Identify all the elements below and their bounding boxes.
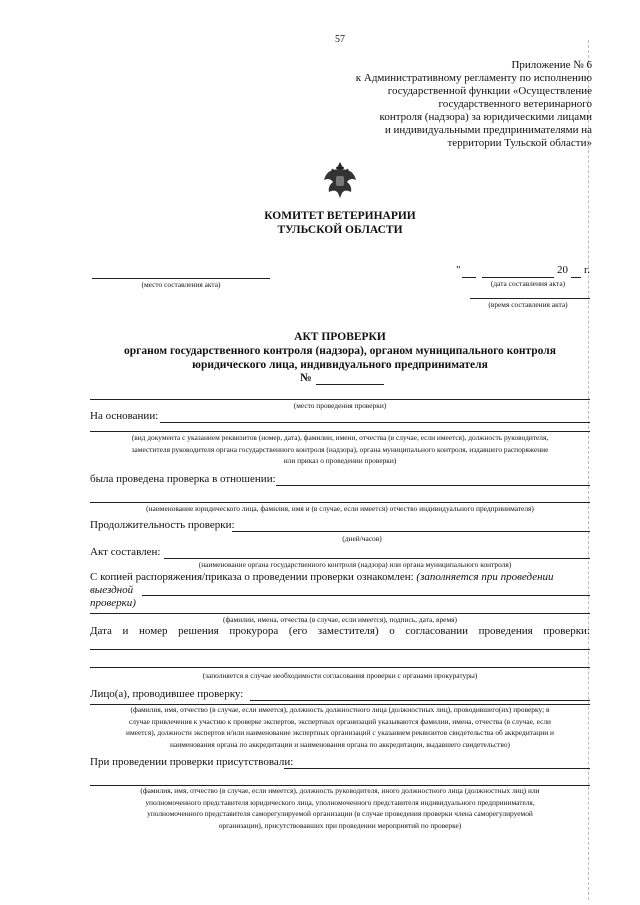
conducted-line [276, 485, 590, 486]
copy-line [142, 595, 590, 596]
prosecutor-line-2 [90, 667, 590, 668]
date-year: 20 [557, 264, 568, 276]
present-caption [90, 785, 590, 831]
prosecutor-label: Дата и номер решения прокурора (его заместителя) о согласовании проведения проверки: [90, 625, 590, 637]
act-number-label: № [300, 372, 312, 384]
prosecutor-caption: (заполняется в случае необходимости согласования проверки с органами прокуратуры) [202, 671, 478, 680]
appendix-line: контроля (надзора) за юридическими лицами [379, 111, 592, 123]
caption-line: или приказ о проведении проверки) [283, 456, 397, 465]
date-quote: " [456, 264, 461, 276]
committee-line: ТУЛЬСКОЙ ОБЛАСТИ [277, 224, 403, 236]
appendix-line: Приложение № 6 [511, 59, 592, 71]
copy-caption: (фамилии, имена, отчества (в случае, если имеется), подпись, дата, время) [223, 615, 457, 624]
page-number: 57 [335, 34, 345, 45]
appendix-line: территории Тульской области» [447, 137, 592, 149]
caption-line: случае привлечения к участию к проверке экспертов, экспертных организаций указываются фамилии, имена, отчества (в случае, если [128, 716, 552, 726]
coat-of-arms-emblem [322, 160, 358, 200]
committee-line: КОМИТЕТ ВЕТЕРИНАРИИ [264, 210, 416, 222]
appendix-line: государственной функции «Осуществление [387, 85, 592, 97]
copy-block [90, 571, 590, 610]
scan-edge [588, 40, 589, 900]
act-title [0, 330, 640, 372]
caption-line: организации), присутствовавших при проведении мероприятий по проверке) [218, 820, 462, 830]
copy-note: (заполняется при проведении выездной [90, 571, 554, 596]
basis-caption [90, 432, 590, 467]
copy-label: С копией распоряжения/приказа о проведении проверки ознакомлен: [90, 571, 414, 583]
act-composed-label: Акт составлен: [90, 546, 161, 558]
caption-line: уполномоченного представителя юридического лица, уполномоченного представителя индивидуального предпринимателя, [145, 797, 535, 807]
persons-line [250, 700, 590, 701]
basis-line [160, 422, 590, 423]
prosecutor-line [90, 649, 590, 650]
caption-line: наименования органа по аккредитации и наименования органа по аккредитации, выдавшего свидетельство) [170, 739, 510, 749]
place-caption: (место составления акта) [141, 280, 221, 289]
title-line: органом государственного контроля (надзора), органом муниципального контроля [124, 345, 556, 357]
copy-note-2: проверки) [90, 597, 136, 609]
date-suffix: г. [584, 264, 591, 276]
conducted-label: была проведена проверка в отношении: [90, 473, 276, 485]
caption-line: (вид документа с указанием реквизитов (номер, дата), фамилии, имени, отчества (в случае, если имеется), должность руководителя, [131, 433, 549, 442]
appendix-line: государственного ветеринарного [438, 98, 592, 110]
present-label: При проведении проверки присутствовали: [90, 756, 294, 768]
present-line [284, 768, 590, 769]
persons-caption [84, 704, 596, 750]
caption-line: имеется), должности экспертов и/или наименование экспертных организаций с указанием реквизитов свидетельства об аккредитации и [126, 728, 554, 737]
conducted-caption: (наименование юридического лица, фамилия, имя и (в случае, если имеется) отчество индивидуального предпринимателя) [146, 504, 534, 513]
act-number-line [316, 384, 384, 385]
persons-label: Лицо(а), проводившее проверку: [90, 688, 244, 700]
caption-line: заместителя руководителя органа государственного контроля (надзора), органа муниципального контроля, издавшего распоряжение [131, 444, 549, 454]
appendix-line: и индивидуальными предпринимателями на [384, 124, 592, 136]
duration-caption: (дней/часов) [342, 534, 382, 543]
caption-line: уполномоченного представителя саморегулируемой организации (в случае проведения проверки члена саморегулируемой [147, 809, 533, 818]
title-line: юридического лица, индивидуального предпринимателя [192, 359, 488, 371]
appendix-block [292, 59, 592, 150]
act-composed-caption: (наименование органа государственного контроля (надзора) или органа муниципального контроля) [198, 560, 512, 569]
duration-line [232, 531, 590, 532]
basis-label: На основании: [90, 410, 159, 422]
appendix-line: к Административному регламенту по исполнению [355, 72, 592, 84]
caption-line: (фамилия, имя, отчество (в случае, если имеется), должность должностного лица (должностных лиц), проводившего(их) проверку; в [130, 705, 550, 714]
caption-line: (фамилия, имя, отчество (в случае, если имеется), должность руководителя, иного должностного лица (должностных лиц) или [140, 786, 540, 795]
date-caption: (дата составления акта) [490, 279, 566, 288]
duration-label: Продолжительность проверки: [90, 519, 235, 531]
time-caption: (время составления акта) [488, 300, 568, 309]
title-line: АКТ ПРОВЕРКИ [294, 331, 386, 343]
inspection-place-caption: (место проведения проверки) [293, 401, 387, 410]
committee-name [0, 209, 640, 237]
